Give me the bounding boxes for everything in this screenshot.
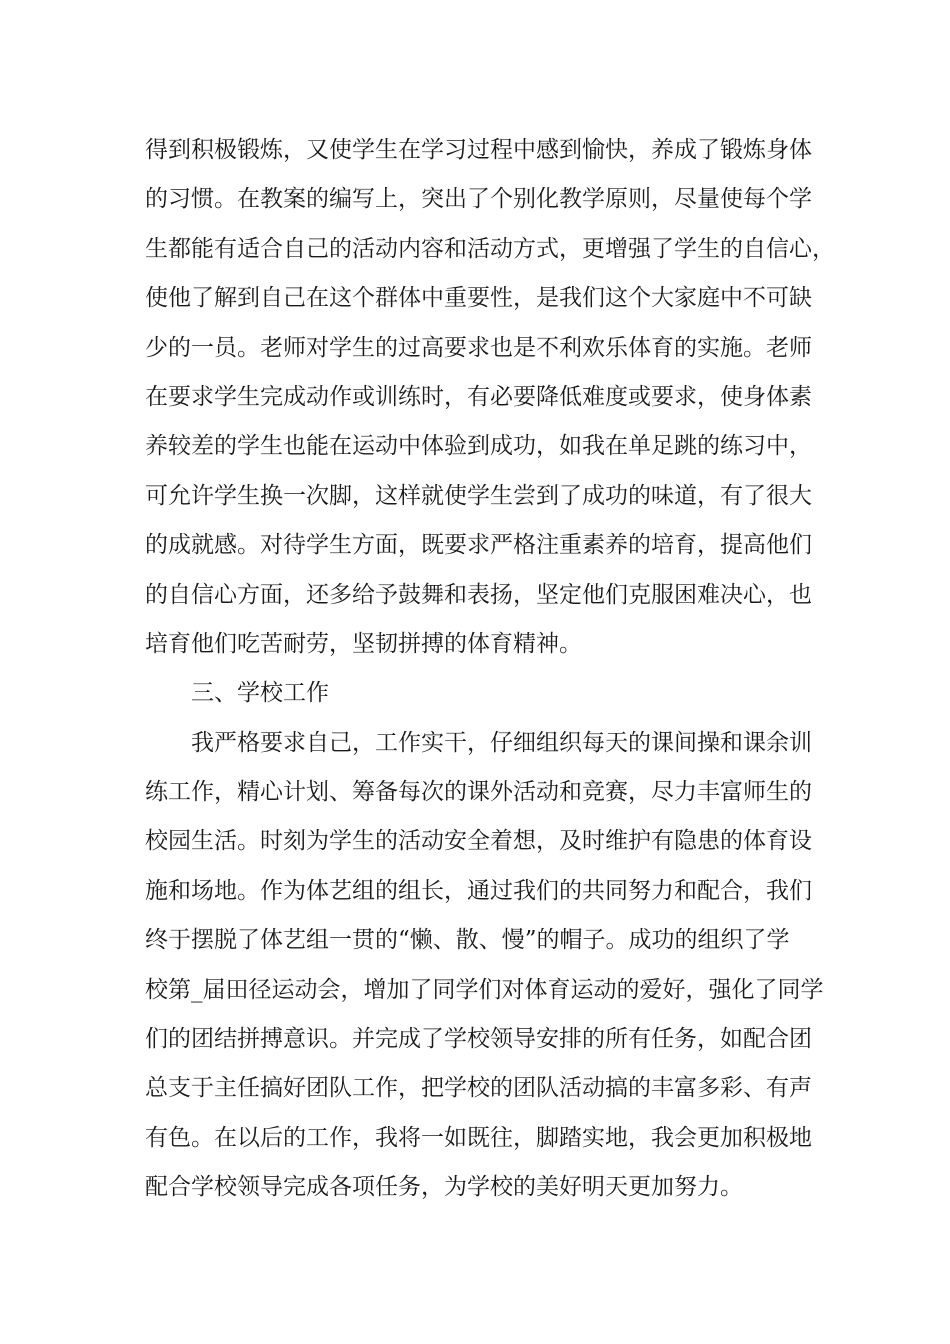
text-line: 配合学校领导完成各项任务，为学校的美好明天更加努力。 (145, 1174, 743, 1201)
text-line: 的习惯。在教案的编写上，突出了个别化教学原则，尽量使每个学 (145, 186, 812, 213)
text-line: 少的一员。老师对学生的过高要求也是不利欢乐体育的实施。老师 (145, 334, 812, 361)
text-line: 练工作，精心计划、筹备每次的课外活动和竞赛，尽力丰富师生的 (145, 779, 812, 806)
text-line: 使他了解到自己在这个群体中重要性，是我们这个大家庭中不可缺 (145, 285, 812, 312)
text-line: 校第_届田径运动会，增加了同学们对体育运动的爱好，强化了同学 (145, 976, 824, 1003)
text-line: 终于摆脱了体艺组一贯的“懒、散、慢”的帽子。成功的组织了学 (145, 927, 790, 954)
text-line: 培育他们吃苦耐劳，坚韧拼搏的体育精神。 (145, 630, 582, 657)
text-line: 的成就感。对待学生方面，既要求严格注重素养的培育，提高他们 (145, 532, 812, 559)
text-line: 校园生活。时刻为学生的活动安全着想，及时维护有隐患的体育设 (145, 828, 812, 855)
text-line: 总支于主任搞好团队工作，把学校的团队活动搞的丰富多彩、有声 (145, 1075, 812, 1102)
text-line: 们的团结拼搏意识。并完成了学校领导安排的所有任务，如配合团 (145, 1026, 812, 1053)
text-line: 养较差的学生也能在运动中体验到成功，如我在单足跳的练习中， (145, 433, 812, 460)
text-line: 施和场地。作为体艺组的组长，通过我们的共同努力和配合，我们 (145, 877, 812, 904)
paragraph-2 (145, 719, 835, 1213)
section-heading: 三、学校工作 (191, 680, 329, 707)
text-line: 有色。在以后的工作，我将一如既往，脚踏实地，我会更加积极地 (145, 1124, 812, 1151)
document-body (145, 126, 835, 1213)
text-line: 在要求学生完成动作或训练时，有必要降低难度或要求，使身体素 (145, 383, 812, 410)
text-line: 我严格要求自己，工作实干，仔细组织每天的课间操和课余训 (191, 729, 812, 756)
paragraph-1 (145, 126, 835, 669)
text-line: 得到积极锻炼，又使学生在学习过程中感到愉快，养成了锻炼身体 (145, 137, 812, 163)
text-line: 生都能有适合自己的活动内容和活动方式，更增强了学生的自信心， (145, 235, 835, 262)
text-line: 可允许学生换一次脚，这样就使学生尝到了成功的味道，有了很大 (145, 482, 812, 509)
text-line: 的自信心方面，还多给予鼓舞和表扬，坚定他们克服困难决心，也 (145, 581, 812, 608)
